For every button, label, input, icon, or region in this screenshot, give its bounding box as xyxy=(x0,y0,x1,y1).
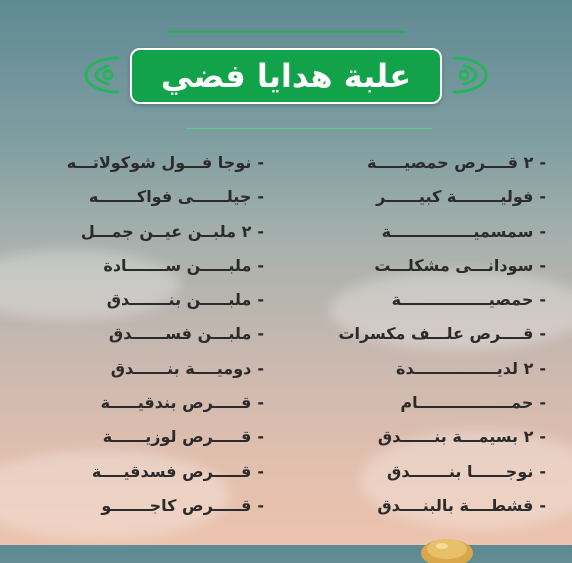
list-item: -٢ قــــرص حمصيـــــة xyxy=(367,153,546,172)
list-item: -ملبـــــن بنـــــــدق xyxy=(106,290,264,310)
right-column-list xyxy=(301,146,546,523)
list-item: -فوليــــــــة كبيــــــر xyxy=(376,187,546,207)
list-item: -حمصيــــــــــــــــة xyxy=(391,290,546,310)
list-item: -حمـــــــــــــــــام xyxy=(400,393,546,413)
list-item: -ملبـــــن ســـــــادة xyxy=(103,255,264,275)
list-item: -سمسميـــــــــــــــة xyxy=(381,221,546,241)
list-item: -نوجا فـــول شوكولاتـــه xyxy=(66,153,264,172)
top-divider-line xyxy=(166,31,406,33)
list-item: -دوميــــة بنــــــدق xyxy=(110,358,264,378)
list-item: -جيلــــــى فواكـــــــه xyxy=(88,187,264,207)
list-item: -ملبـــن فســــــدق xyxy=(108,324,264,344)
page-title: علبة هدايا فضي xyxy=(160,57,412,95)
list-item: -٢ لديـــــــــــــــدة xyxy=(396,358,546,378)
list-item: -قـــــرص لوزيــــــة xyxy=(102,427,264,447)
pastry-image xyxy=(418,529,476,563)
bottom-divider-line xyxy=(186,128,432,129)
list-item: -قـــــرص فسدقيــــة xyxy=(91,461,264,481)
list-item: -٢ ملبــن عيــن جمـــل xyxy=(80,221,264,241)
ornament-left-icon xyxy=(78,52,124,98)
ornament-right-icon xyxy=(448,52,494,98)
left-column-list xyxy=(19,146,264,523)
list-item: -قـــــرص كاجـــــــو xyxy=(101,495,264,515)
list-item: -نوجــــــا بنـــــــدق xyxy=(387,461,546,481)
list-item: -قشطــــة بالبنــــدق xyxy=(377,495,546,515)
list-item: -قـــــرص بندقيـــــة xyxy=(100,393,264,413)
title-banner xyxy=(130,48,442,104)
list-item: -قــــرص علـــف مكسرات xyxy=(338,324,546,344)
list-item: -سودانـــى مشكلـــت xyxy=(374,255,546,275)
title-header xyxy=(76,46,496,108)
list-item: -٢ بسيمـــة بنــــــدق xyxy=(377,427,546,447)
